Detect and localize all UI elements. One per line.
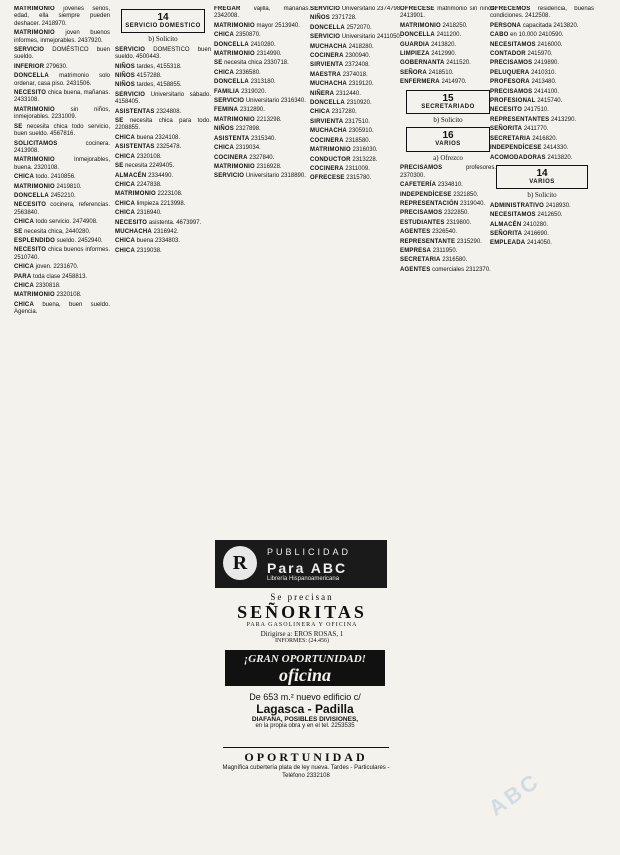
classified-ad: OFRECEMOS residencia, buenas condiciones. 2412508. [490,6,594,20]
column-2 [115,6,211,536]
classified-ad: PERSONA capacitada 2413820. [490,22,579,29]
ad-headline: oficina [279,665,331,685]
classified-ad: CHICA buena 2334803. [115,238,181,245]
classified-ad: SEÑORITA 2416690. [490,230,549,237]
classified-ad: NECESITO chica buenos informes. 2510740. [14,247,110,261]
ad-line: Dirigirse a: EROS ROSAS, 1 [260,630,344,638]
senoritas-ad [222,592,382,644]
classified-ad: AGENTES comerciales 2312370. [400,266,491,273]
ad-line: DIAFANA, POSIBLES DIVISIONES, [251,716,359,723]
section-title: SERVICIO DOMESTICO [125,23,201,29]
classified-ad: MATRIMONIO jóvenes serios, edad, ella siempre pueden deshacer. 2418970. [14,6,110,27]
section-header-varios [406,127,490,151]
ad-line: INFORMES: (24.456) [274,638,329,644]
classified-ad: PRECISAMOS 2414100. [490,88,560,95]
classified-ad: NECESITO 2417510. [490,107,549,114]
classified-ad: ALMACÉN 2334490. [115,172,174,179]
classified-ad: SERVICIO Universitario 2374798. [310,6,402,12]
classified-ad: MAESTRA 2374018. [310,71,368,78]
classified-ad: MUCHACHA 2316942. [115,228,179,235]
column-3 [214,6,310,536]
classified-ad: REPRESENTACIÓN 2319040. [400,200,486,207]
section-number: 15 [442,92,454,104]
banner-line: PUBLICIDAD [267,547,352,557]
classified-ad: MATRIMONIO Inmejorables, buena. 2320108. [14,157,110,171]
column-1 [14,6,110,841]
classified-ad: CHICA 2319038. [115,247,162,254]
classified-ad: INDEPENDÍCESE 2321850. [400,191,479,198]
classified-ad: NECESITAMOS 2416000. [490,41,563,48]
column-4 [310,6,406,536]
classified-ad: CAFETERÍA 2334810. [400,182,463,189]
classified-ad: CHICA 2336580. [214,69,261,76]
classified-ad: DONCELLA 2452210. [14,192,76,199]
classified-ad: SE necesita chica, 2440280. [14,228,91,235]
classified-ad: CHICA joven. 2231670. [14,264,79,271]
classified-ad: ACOMODADORAS 2413820. [490,154,573,161]
classified-ad: CHICA 2247838. [115,181,162,188]
classified-ad: OFRECESE matrimonio sin niños. 2413901. [400,6,496,20]
classified-ad: NECESITO chica buena, mañanas. 2433108. [14,90,110,104]
classified-ad: SE necesita 2249405. [115,163,175,170]
section-number: 14 [157,12,169,23]
classified-ad: PRECISAMOS 2419890. [490,60,560,67]
classified-ad: FREGAR vajilla, mañanas. 2342008. [214,6,310,20]
classified-ad: NIÑERA 2312440. [310,90,361,97]
classified-ad: NIÑOS 2327898. [214,126,261,133]
classified-ad: PARA toda clase 2458813. [14,273,88,280]
classified-ad: CHICA 2319034. [214,145,261,152]
classified-ad: SECRETARIA 2416820. [490,135,558,142]
classified-ad: INFERIOR 279630. [14,63,68,70]
abc-watermark: ABC [483,767,545,821]
classified-ad: SERVICIO Universitario 2411050. [310,34,402,41]
classified-ad: SERVICIO Universitario 2316340. [214,98,306,105]
classified-ad: MATRIMONIO 2223108. [115,191,183,198]
classified-ad: DONCELLA 2572070. [310,24,372,31]
classified-ad: NECESITO cocinera, referencias. 2563840. [14,202,110,216]
section-title: VARIOS [529,178,555,185]
section-title: SECRETARIADO [421,103,475,110]
classified-ad: MATRIMONIO 2419810. [14,183,82,190]
banner-line: Librería Hispanoamericana [267,576,340,582]
section-subhead: b) Solicito [527,191,557,200]
classified-ad: PELUQUERA 2410310. [490,69,557,76]
classified-ad: CHICA buena 2324108. [115,134,181,141]
classified-ad: MUCHACHA 2305910. [310,128,374,135]
classified-ad: CHICA 2350870. [214,32,261,39]
classified-ad: CHICA todo servicio. 2474908. [14,219,98,226]
classified-ad: SOLICITAMOS cocinera. 2413908. [14,140,110,154]
abc-publicity-banner [215,540,387,588]
classified-ad: NIÑOS 4157288. [115,73,162,80]
classified-ad: EMPRESA 2311950. [400,247,458,254]
ad-headline: SEÑORITAS [237,602,367,622]
classified-ad: COCINERA 2311009. [310,165,370,172]
section-header-servicio-domestico [121,9,205,33]
classified-ad: FAMILIA 2319020. [214,88,267,95]
classified-ad: SEÑORITA 2411770. [490,126,549,133]
classified-ad: DONCELLA 2411200. [400,32,462,39]
classified-ad: MATRIMONIO 2314990. [214,51,282,58]
ad-line: Se precisan [270,592,334,602]
classified-ad: GUARDIA 2413820. [400,41,457,48]
classified-ad: SIRVIENTA 2317510. [310,118,370,125]
classified-ad: CHICA limpieza 2213998. [115,200,186,207]
classified-ad: FEMINA 2312890. [214,107,265,114]
classified-ad: PROFESORA 2413480. [490,79,557,86]
classified-ad: EMPLEADA 2414050. [490,240,552,247]
classified-ad: PRECISAMOS profesores. 2370300. [400,165,496,179]
column-5 [400,6,496,836]
classified-ad: ASISTENTAS 2324808. [115,108,182,115]
classified-ad: PRECISAMOS 2322850. [400,210,470,217]
ad-line: en la propia obra y en el tel. 2253535 [255,723,355,729]
classified-ad: NECESITO asistenta. 4673997. [115,219,202,226]
classified-ad: REPRESENTANTE 2315290. [400,238,482,245]
classified-ad: ASISTENTA 2315340. [214,135,277,142]
classified-ad: MATRIMONIO 2316928. [214,163,282,170]
classified-ad: MATRIMONIO mayor 2513940. [214,22,300,29]
classified-ad: SERVICIO DOMESTICO buen sueldo. 4500443. [115,46,211,61]
classified-ad: SE necesita chica 2330718. [214,60,289,67]
ad-text: Magnífica cubertería plata de ley nueva. Tardes - Particulares - Teléfono 2332108 [222,765,390,779]
classified-ad: NIÑOS tardes, 4155318. [115,63,182,70]
ad-line: PARA GASOLINERA Y OFICINA [246,622,358,628]
classified-ad: MATRIMONIO sin niños, inmejorables. 2231009. [14,106,110,121]
classified-ad: ESPLENDIDO sueldo. 2452940. [14,237,103,244]
classified-ad: PROFESIONAL 2415740. [490,98,563,105]
section-title: VARIOS [435,141,461,148]
classified-ad: SECRETARIA 2316580. [400,257,468,264]
classified-ad: ALMACÉN 2410280. [490,221,549,228]
classified-ad: DONCELLA 2410280. [214,41,276,48]
classified-ad: DONCELLA 2310920. [310,100,372,107]
classified-ad: MATRIMONIO 2213298. [214,116,282,123]
classified-ad: CONDUCTOR 2313228. [310,156,378,163]
classified-ad: GOBERNANTA 2411520. [400,60,471,67]
classified-ad: DONCELLA matrimonio solo ordenar, casa piso. 2431506. [14,73,110,87]
section-number: 14 [536,167,548,179]
classified-ad: MATRIMONIO joven buenos informes, inmejorables. 2437920. [14,30,110,44]
classified-ad: MATRIMONIO 2320108. [14,292,82,299]
section-subhead: b) Solicito [148,35,178,44]
classified-ad: SE necesita chica todo servicio, buen sueldo. 4567816. [14,123,110,138]
ad-headline: OPORTUNIDAD [244,750,368,764]
column-6 [490,6,594,836]
classified-ad: CHICA 2316940. [115,210,162,217]
classified-ad: MUCHACHA 2418280. [310,43,374,50]
classified-ad: INDEPENDÍCESE 2414330. [490,145,569,152]
classified-ad: MATRIMONIO 2316030. [310,147,378,154]
lagasca-ad [225,692,385,729]
classified-ad: CABO en 10.000 2410590. [490,32,564,39]
classified-ad: NIÑOS 2371728. [310,15,357,22]
section-subhead: b) Solicito [433,116,463,125]
classified-ad: NECESITAMOS 2412650. [490,212,563,219]
classified-ad: CHICA todo. 2410856. [14,174,76,181]
banner-line: Para ABC [267,560,348,576]
classified-ad: SEÑORA 2418510. [400,69,454,76]
section-number: 16 [442,130,454,142]
classified-ad: ASISTENTAS 2325478. [115,144,182,151]
classified-ad: CONTADOR 2415970. [490,51,553,58]
classified-ad: MATRIMONIO 2418250. [400,22,468,29]
classified-ad: SERVICIO Universitario 2318890. [214,173,306,180]
classified-ad: LIMPIEZA 2412990. [400,51,457,58]
classified-ad: NIÑOS tardes, 4158855. [115,82,182,89]
classified-ad: COCINERA 2327840. [214,154,275,161]
classified-ad: DONCELLA 2313180. [214,79,276,86]
divider [223,747,389,748]
ad-line: De 653 m.² nuevo edificio c/ [249,692,361,702]
oportunidad-ad [215,745,397,780]
section-header-secretariado [406,90,490,114]
classified-ad: ADMINISTRATIVO 2418930. [490,202,571,209]
classified-ad: SERVICIO Universitario sábado. 4158405. [115,91,211,106]
classified-ad: MUCHACHA 2319120. [310,81,374,88]
gran-oportunidad-ad [225,650,385,686]
classified-ad: AGENTES 2326540. [400,229,458,236]
classified-ad: CHICA buena, buen sueldo. Agencia. [14,301,110,316]
classified-ad: OFRECESE 2315780. [310,175,372,182]
classified-ad: ENFERMERA 2414970. [400,79,467,86]
section-subhead: a) Ofrezco [433,153,463,162]
classified-ad: REPRESENTANTES 2413290. [490,116,577,123]
classified-ad: CHICA 2317280. [310,109,357,116]
section-header-varios-2 [496,165,588,189]
ad-line: ¡GRAN OPORTUNIDAD! [244,653,366,665]
ad-headline: Lagasca - Padilla [256,702,354,716]
classified-ad: CHICA 2320108. [115,153,162,160]
classified-ad: COCINERA 2300940. [310,53,371,60]
classified-ad: SIRVIENTA 2372408. [310,62,370,69]
classified-ad: ESTUDIANTES 2319800. [400,219,472,226]
classified-ad: SE necesita chica para todo. 2208855. [115,118,211,132]
classified-ad: CHICA 2330818. [14,283,61,289]
classified-ad: SERVICIO DOMÉSTICO buen sueldo. [14,47,110,61]
abc-logo-icon: R [223,546,257,580]
classified-ad: COCINERA 2318580. [310,137,371,144]
